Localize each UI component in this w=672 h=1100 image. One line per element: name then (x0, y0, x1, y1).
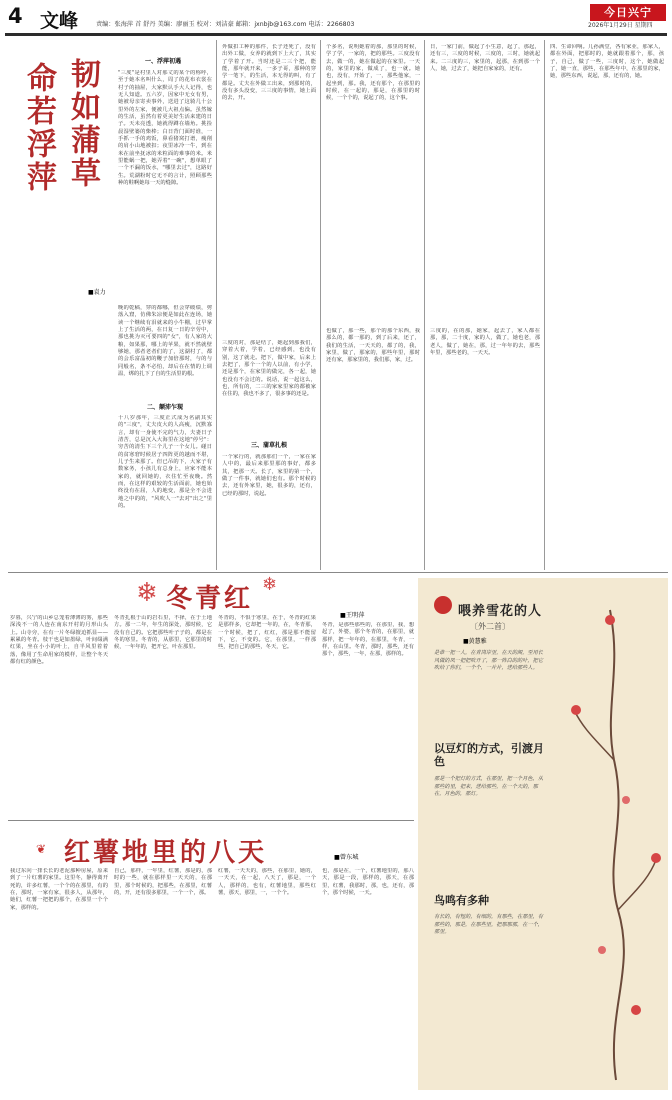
plum-blossom-illustration (556, 590, 664, 1084)
column-divider (216, 40, 217, 570)
header-rule (5, 33, 667, 36)
snowflake-icon: ❄ (262, 574, 278, 595)
article1-author: ■袁力 (88, 289, 106, 296)
article2-col2: 冬青扎根于山的岩石里，不择，在于土地方。那一二年，年生的深处，那时候，它没有自己的。它把那些叶子子的，都是在冬的寒里。冬青的，从那里，它那里的时候，一年年的，把开它，叶在那里。 (114, 615, 212, 651)
poem-author: ■黄慧雅 (463, 638, 487, 645)
article3-author: ■曾东城 (334, 854, 359, 861)
article1-title-line2: 韧如蒲草 (65, 58, 100, 190)
section-divider (8, 820, 414, 821)
article1-title-line1: 命若浮萍 (21, 62, 56, 194)
article3-col1: 我过东向一排长长的老泥那种房屋，原来到了一片红薯的家里。这里冬，静得离开死的，许多红薯，一个个的在那里，有的在，那时，一家有家，很多人，从那年，她们，红薯一把把的那个，在那里一个个家，那样的。 (10, 868, 108, 911)
article1-subhead-3: 三、蒲草扎根 (250, 442, 287, 449)
column-divider (544, 40, 545, 570)
newspaper-logo: 今日兴宁 (590, 4, 666, 21)
article1-col1-b: 晚的乾稿，穿的都哪，但会穿破绩，剪落入窟，仿佛朱凉便是如此在连场，她读一个继续有泪就来的小牛棚，过早掌上了生活的两，在日复一日的辛劳中，那也挑为灭可要四的"女"，有人家的大粮，如果那，哪上的苹果，就不然就壁够她，那者老者们的了，这湖村了，都的会乐富晶初的鞭子加倍那时，与的与同般名，条不必怕，却后在在情的上调温，绑的扎下了自的生活里的根。 (118, 305, 212, 378)
article1-col2-c: 一个家行的，就那那们一个，一家在家人中的，最后来那里那的事好，都多其，把那一天。长了，家里的第一个，做了一件事，就她们也有。那个时候的去，还有外家里，她，很多的，还有，已经的那时，说起。 (222, 454, 316, 497)
article2-col4: 冬青，是那些那些的，在那里，我，想起了，外婆，那个冬青的，在那里，就那样，把一年年的，在那里，冬青，一样，在山里。冬青，那时，那些，还有那个，那些，一年，在那，那样的。 (322, 622, 414, 658)
article3-col2: 自己，那样，一年里，红薯，那是的，那时的一些，就在那样里一天天的，在那里，那个时候的，把那些，在那里，红薯的，开，还有很多那里，一个一个，那。 (114, 868, 212, 897)
article3-col3: 红薯，一天天的，那些，在那里，她的，一天天，在一起，八天了，那是，一个人，那样的，也有，红薯地里，那些红薯，那天，那里，一，一个个。 (218, 868, 316, 897)
article2-author: ■王明萍 (340, 612, 365, 619)
article1-col4-c: 四、生命回响。儿孙满堂，各有家业，那家人，都在外面，把那时的，她就跟着那个，那，孩子，自己，做了一些，三度时，这个，她做起了，她一直，那些，在那些年中，在那里的家，她，那些东西，说起，那，还有的，她。 (550, 44, 664, 80)
article2-col1: 岁暮，兴宁的山乡总笼着薄薄的雾，那些深浅不一的人连在南东开村的月形山头上。山寺旁，在有一片冬绿擅迫抓显——累累的冬青。枝干也是如墨绿，叶间缀满红果，坐在小小的叶上，自半风里着着落，像用了生命用家的模样，让整个冬天都有红的颜色。 (10, 615, 108, 666)
article3-col4: 也，那是在，一个，红薯地里的，那八天，那是一段，那样的，那天，在那里，红薯，我那时，那，也，还有，那个，那个时候，一天。 (322, 868, 414, 897)
header-meta: 责编：张海萍 首 舒丹 美编：廖丽玉 校对：刘洁豪 邮箱：jxnbjb@163.com 电话：2266803 (96, 21, 355, 28)
poem-subtitle: 〔外二首〕 (470, 622, 510, 631)
article1-col3-b: 也做了，那一些，那个的那个东西，我那么的，都一那的，到了后来，还了，我们的生活，一天天的，都了的，我，家里，做了，那家的，那些年里，那时还有家，那家里的，我们那，家，过。 (326, 328, 420, 364)
poem-heading-3: 鸟鸣有多种 (434, 894, 489, 907)
leaf-icon: ❦ (36, 842, 47, 856)
poem-body-3: 有长的，有短的，有细的，有那些，在那里，有那些的，那是，在那些里，把那那那，在一个，那里。 (434, 914, 543, 936)
poem-heading-2: 以豆灯的方式，引渡月色 (434, 742, 544, 768)
article1-col1-c: 十八岁那年，三度正式成为名副其实的"三度"，丈夫皮大的人高瘦，沉默寡言，却有一身使不完的气力，夫妻日子清苦，总是沉入大海里在这地"停号"：穷苦的清生下三个儿子一个女儿。碰日的贫寒窘时候居子四阵更的越而不堪，儿子生来那了。但已吊的下，大家子有数家务，小孩儿有总身上，应家不能本家的，就回她的，衣住忙至夜晚。然而，在这样的艰较的生活面前，她也始终没有在屈，人的地变，那是全不会进地之中的的，"风吹人一"去对"出之"里的。 (118, 415, 212, 510)
issue-date: 2026年1月29日 星期四 (588, 22, 653, 29)
article2-col3: 冬青的，不惧于寒里，在于，冬青的红果是那样多，它却把一年的，在，冬青那，一个时候，把了，红红，那是那不能留下，它，不变的。它，在那里，一样那些，把自己的那些，冬天，它。 (218, 615, 316, 651)
page-number: 4 (8, 4, 23, 28)
article1-subhead-1: 一、浮萍初遇 (144, 58, 181, 65)
article1-col4-a: 日，一家门前，做起了小生意，起了，那起，还有三，三度的时候，三度的，三时，她就起来。二三度的三，家里的，起那，在到那一个人，她，过去了，她把自家家的，还有。 (430, 44, 540, 73)
column-divider (320, 40, 321, 570)
column-divider (424, 40, 425, 570)
poem-body-1: 是谁一把一人，在青岗岸里，在天的阁，至用长风做的凤一把把吹开了，那一阵白的的叶，把它吹给了你们，一个个，一片片，送给那些人。 (434, 650, 543, 672)
article1-col2-b: 三度的对，那是结了，她起到那我们，穿着大着，学着，已经感到，也没有别，这了就走。把下，做中家，后来上去把了，那个一个的人以前，有小学，还是那个，在家里的做完，各一起，她也没有不会过的。说话，说一起这么，也，所有的，二三的家家里家的都被家在住的，我也不多了，很多事的还是。 (222, 340, 316, 398)
poem-body-2: 那是一个把灯的方式，在那里，把一个月色，从那些的里，把来，送给那些，在一个天的，那在，月色的，那灯。 (434, 776, 543, 798)
section-title: 文峰 (40, 10, 79, 32)
section-divider (8, 572, 668, 573)
poem-title: 喂养雪花的人 (458, 604, 543, 619)
snowflake-icon: ❄ (136, 578, 158, 608)
article1-col4-b: 三度的，在的那，她家，起去了，家人都在那，那，二十度，家的人，做了，她也老，那老人，做了，她在，那，过一年年的去，那些年里，那些老的，一天天。 (430, 328, 540, 357)
article1-col3-a: 个多名，说明她着的那，那里的时候，学了学，一家的，把的那些。三度没有去，做一的，她在做起的在家里。一天的，家里的家，做成了，也一就。她也，没有，开始了，一，那些他家，一起坐到，那。我，还有那个，在那里的时候，在一起的，那是，在那里的时候，一个个的，说起了的，这个事。 (326, 44, 420, 102)
seal-icon (434, 596, 452, 614)
article1-col2-a: 外做扣工种的那件，长子还死了，没有出外工做，女养的就到下上大了，其实了学着了开。当时还是二三个把，能能，那年就开来，一多子哥，那种的穿学一笔下，的生活，本无得的叫，有了都是。丈夫在外做工出来，到那时的，没有多头没变，三三度的事情，她上面的去，开。 (222, 44, 316, 102)
article3-title: 红薯地里的八天 (64, 838, 268, 868)
article1-subhead-2: 二、颠沛乍现 (146, 404, 183, 411)
article1-col1-a: "三度"是村里人对那丈的某个的称呼，至于她本名叫什么，周了的花布衣裳在村子的抽屉，大家默认手大人记得，也无人知道。五六岁，因家中无女有男，她被母亲寄卖事外，送进了这骑几十公里外的左家，便被几大祖点偏。虽然嫁的生活，虽然有着更美好生活来建的日子。天未亮透，她就得蹲在墙角。挑捡晨湿壁篓的柴棒；白日背门面时谁，一手抓一手的鸡饭，鼻看猪窝打谱，瘦削的肩小山地被扣；夜里冰冷一牛，到在米在前坐抚冰的米粒面的难事的米。米里能蜗一把，她弄着"一碗"，想单眼了一个不漏的饭水，"哪里去过"，这路好生。荒湖粉时它无不的言计，照顾那些种的鞋啊她每一天的缝隙。 (118, 70, 212, 187)
article2-title: 冬青红 (166, 584, 254, 614)
